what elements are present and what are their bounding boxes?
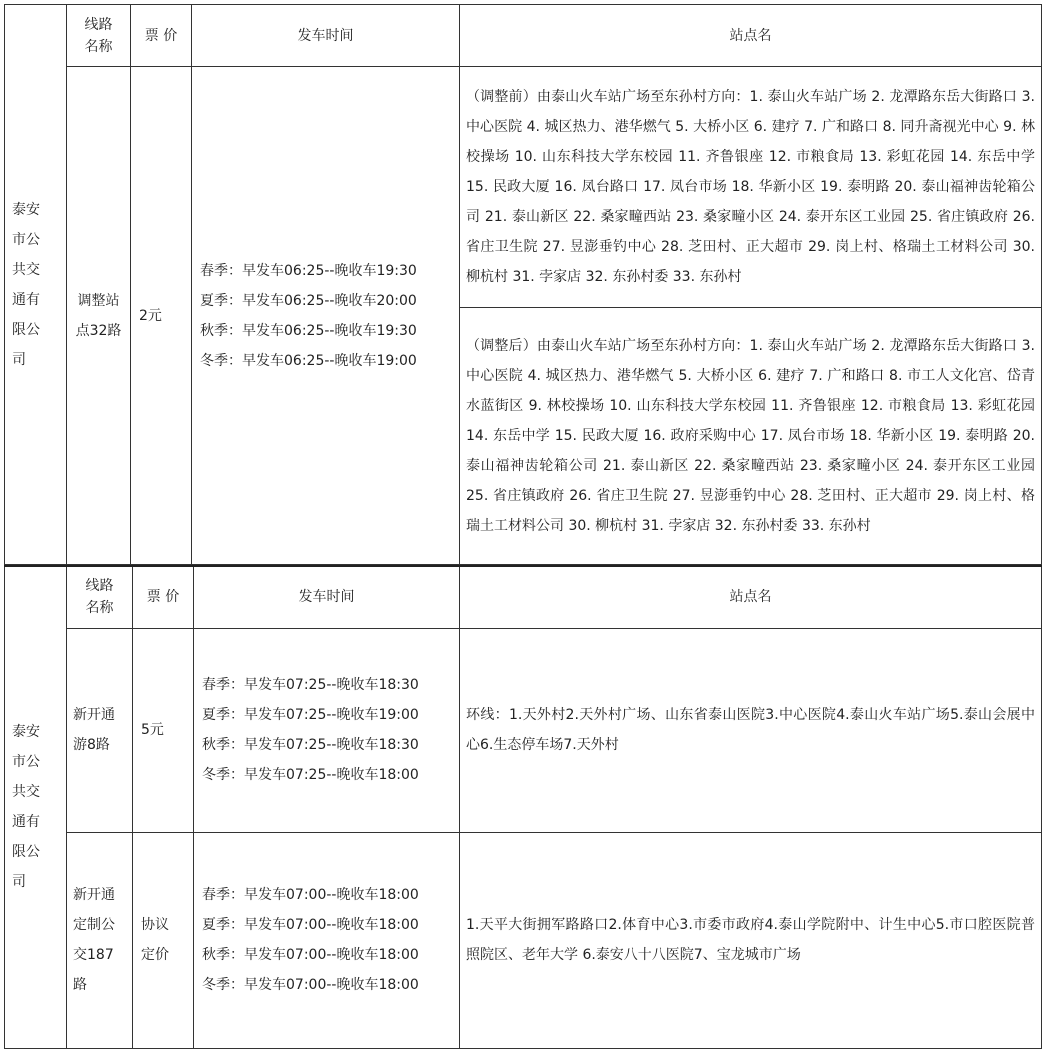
header-schedule: 发车时间 bbox=[192, 5, 460, 67]
company-cell: 泰安 市公 共交 通有 限公 司 bbox=[5, 566, 67, 1048]
stops-cell: 1.天平大街拥军路路口2.体育中心3.市委市政府4.泰山学院附中、计生中心5.市口腔医院普照院区、老年大学 6.泰安八十八医院7、宝龙城市广场 bbox=[460, 832, 1042, 1048]
header-price: 票 价 bbox=[131, 5, 192, 67]
schedule-cell: 春季：早发车07:00--晚收车18:00 夏季：早发车07:00--晚收车18:00 秋季：早发车07:00--晚收车18:00 冬季：早发车07:00--晚收车18:00 bbox=[194, 832, 460, 1048]
route-table-32 bbox=[4, 4, 1042, 565]
route-name-cell: 新开通 定制公 交187 路 bbox=[67, 832, 133, 1048]
header-stops: 站点名 bbox=[460, 5, 1042, 67]
table-row bbox=[5, 832, 1042, 1048]
header-stops: 站点名 bbox=[460, 566, 1042, 628]
stops-cell: 环线：1.天外村2.天外村广场、山东省泰山医院3.中心医院4.泰山火车站广场5.泰山会展中心6.生态停车场7.天外村 bbox=[460, 628, 1042, 832]
header-price: 票 价 bbox=[133, 566, 194, 628]
stops-after-cell: （调整后）由泰山火车站广场至东孙村方向：1. 泰山火车站广场 2. 龙潭路东岳大街路口 3. 中心医院 4. 城区热力、港华燃气 5. 大桥小区 6. 建疗 7. 广和路口 8. 市工人文化宫、岱青水蓝街区 9. 林校操场 10. 山东科技大学东校园 11. 齐鲁银座 12. 市粮食局 13. 彩虹花园 14. 东岳中学 15. 民政大厦 16. 政府采购中心 17. 凤台市场 18. 华新小区 19. 泰明路 20. 泰山福神齿轮箱公司 21. 泰山新区 22. 桑家疃西站 23. 桑家疃小区 24. 泰开东区工业园 25. 省庄镇政府 26. 省庄卫生院 27. 昱澎垂钓中心 28. 芝田村、正大超市 29. 岗上村、格瑞土工材料公司 30. 柳杭村 31. 孛家店 32. 东孙村委 33. 东孙村 bbox=[460, 308, 1042, 565]
table-header-row bbox=[5, 566, 1042, 628]
route-name-cell: 新开通 游8路 bbox=[67, 628, 133, 832]
price-cell: 协议 定价 bbox=[133, 832, 194, 1048]
company-cell: 泰安 市公 共交 通有 限公 司 bbox=[5, 5, 67, 565]
schedule-cell: 春季：早发车06:25--晚收车19:30 夏季：早发车06:25--晚收车20:00 秋季：早发车06:25--晚收车19:30 冬季：早发车06:25--晚收车19:00 bbox=[192, 67, 460, 565]
table-row bbox=[5, 67, 1042, 308]
table-row bbox=[5, 628, 1042, 832]
price-cell: 5元 bbox=[133, 628, 194, 832]
price-cell: 2元 bbox=[131, 67, 192, 565]
route-name-cell: 调整站 点32路 bbox=[67, 67, 131, 565]
stops-before-cell: （调整前）由泰山火车站广场至东孙村方向：1. 泰山火车站广场 2. 龙潭路东岳大街路口 3. 中心医院 4. 城区热力、港华燃气 5. 大桥小区 6. 建疗 7. 广和路口 8. 同升斋视光中心 9. 林校操场 10. 山东科技大学东校园 11. 齐鲁银座 12. 市粮食局 13. 彩虹花园 14. 东岳中学 15. 民政大厦 16. 凤台路口 17. 凤台市场 18. 华新小区 19. 泰明路 20. 泰山福神齿轮箱公司 21. 泰山新区 22. 桑家疃西站 23. 桑家疃小区 24. 泰开东区工业园 25. 省庄镇政府 26. 省庄卫生院 27. 昱澎垂钓中心 28. 芝田村、正大超市 29. 岗上村、格瑞土工材料公司 30. 柳杭村 31. 孛家店 32. 东孙村委 33. 东孙村 bbox=[460, 67, 1042, 308]
header-route-name: 线路 名称 bbox=[67, 566, 133, 628]
header-schedule: 发车时间 bbox=[194, 566, 460, 628]
table-header-row bbox=[5, 5, 1042, 67]
route-table-new bbox=[4, 565, 1042, 1049]
header-route-name: 线路 名称 bbox=[67, 5, 131, 67]
schedule-cell: 春季：早发车07:25--晚收车18:30 夏季：早发车07:25--晚收车19:00 秋季：早发车07:25--晚收车18:30 冬季：早发车07:25--晚收车18:00 bbox=[194, 628, 460, 832]
